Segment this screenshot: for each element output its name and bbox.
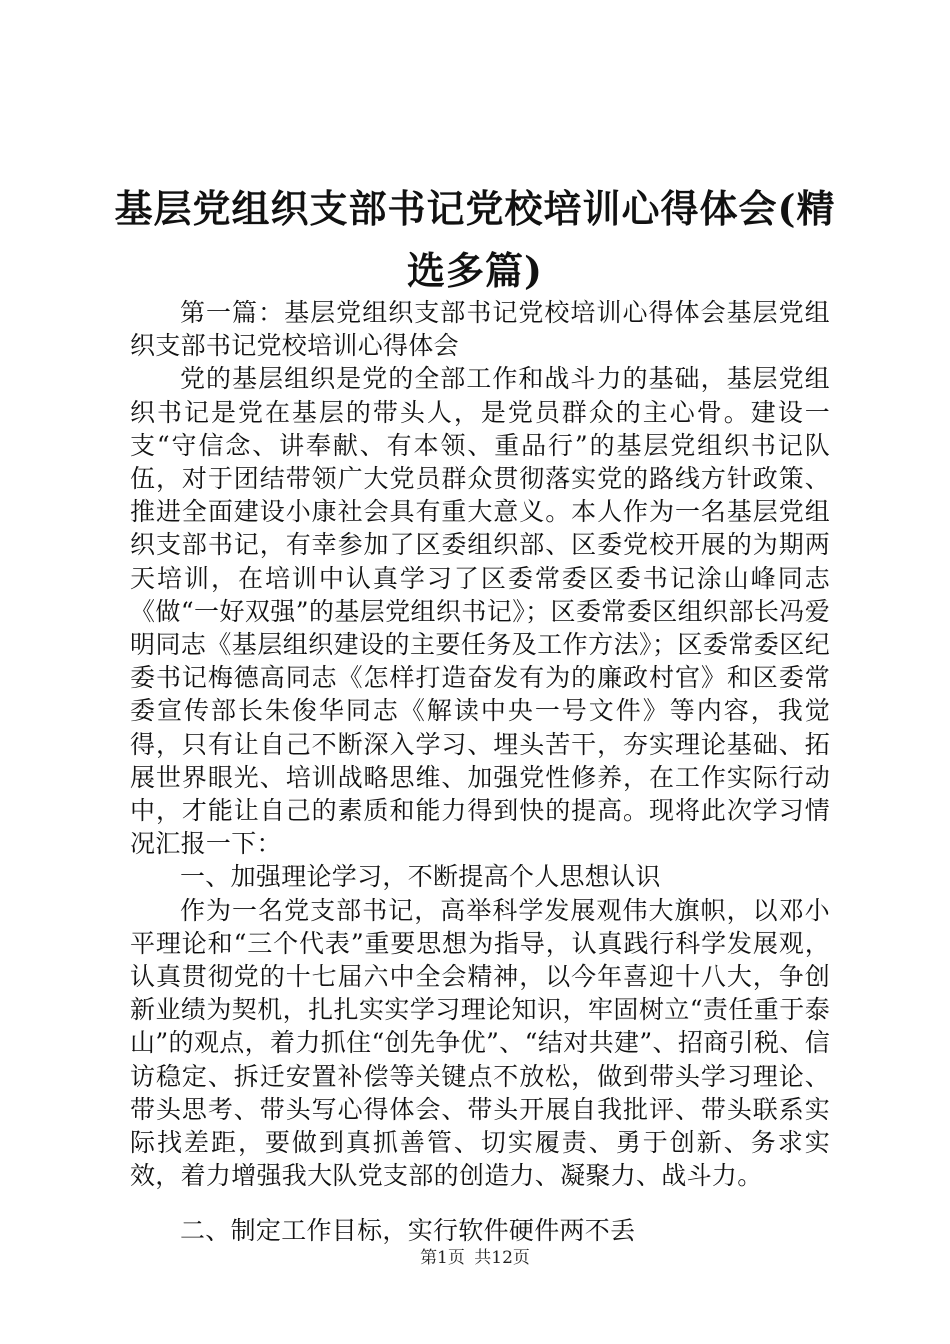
page-footer: [0, 1243, 950, 1268]
paragraph-intro: 第一篇：基层党组织支部书记党校培训心得体会基层党组织支部书记党校培训心得体会: [130, 298, 830, 361]
document-title: 基层党组织支部书记党校培训心得体会(精选多篇): [114, 186, 836, 293]
paragraph-main: 党的基层组织是党的全部工作和战斗力的基础，基层党组织书记是党在基层的带头人，是党员群众的主心骨。建设一支“守信念、讲奉献、有本领、重品行”的基层党组织书记队伍，对于团结带领广大党员群众贯彻落实党的路线方针政策、推进全面建设小康社会具有重大意义。本人作为一名基层党组织支部书记，有幸参加了区委组织部、区委党校开展的为期两天培训，在培训中认真学习了区委常委区委书记涂山峰同志《做“一好双强”的基层党组织书记》；区委常委区组织部长冯爱明同志《基层组织建设的主要任务及工作方法》；区委常委区纪委书记梅德高同志《怎样打造奋发有为的廉政村官》和区委常委宣传部长朱俊华同志《解读中央一号文件》等内容，我觉得，只有让自己不断深入学习、埋头苦干，夯实理论基础、拓展世界眼光、培训战略思维、加强党性修养，在工作实际行动中，才能让自己的素质和能力得到快的提高。现将此次学习情况汇报一下：: [130, 364, 830, 859]
section-heading-2: 二、制定工作目标，实行软件硬件两不丢: [180, 1216, 636, 1246]
paragraph-section-1: 作为一名党支部书记，高举科学发展观伟大旗帜，以邓小平理论和“三个代表”重要思想为指导，认真践行科学发展观，认真贯彻党的十七届六中全会精神，以今年喜迎十八大，争创新业绩为契机，扎扎实实学习理论知识，牢固树立“责任重于泰山”的观点，着力抓住“创先争优”、“结对共建”、招商引税、信访稳定、拆迁安置补偿等关键点不放松，做到带头学习理论、带头思考、带头写心得体会、带头开展自我批评、带头联系实际找差距，要做到真抓善管、切实履责、勇于创新、务求实效，着力增强我大队党支部的创造力、凝聚力、战斗力。: [130, 895, 830, 1191]
document-body: [130, 296, 830, 1248]
page-number: 第1页: [420, 1248, 465, 1268]
section-heading-1: 一、加强理论学习，不断提高个人思想认识: [180, 862, 661, 892]
page-total: 共12页: [474, 1248, 530, 1268]
